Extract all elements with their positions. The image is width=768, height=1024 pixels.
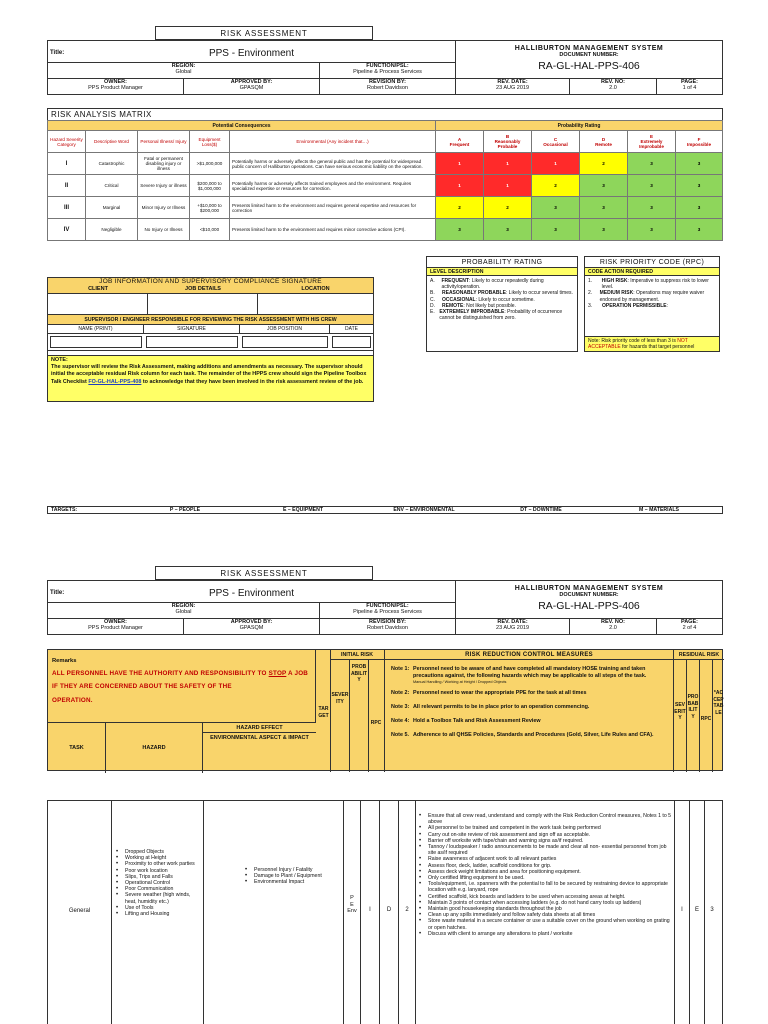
prob-c-word: Occasional	[543, 141, 568, 147]
residual-risk-header: RESIDUAL RISK	[674, 650, 724, 660]
pr-bold: FREQUENT	[441, 278, 469, 284]
task-name: General	[48, 801, 112, 1024]
col-date: DATE	[345, 326, 358, 332]
risk-cell: 3	[532, 219, 580, 241]
row-equip: <$10,000	[190, 219, 230, 241]
rpc-title: RISK PRIORITY CODE (RPC)	[585, 257, 719, 268]
row-personal: Fatal or permanent disabling injury or illness	[138, 153, 190, 175]
task-header: TASK	[48, 723, 106, 773]
effect-item: • Personnel Injury / Fatality	[244, 867, 343, 873]
hazard-item: • Severe weather (high winds, heat, humidity etc.)	[115, 892, 203, 904]
pr-letter: D.	[430, 302, 435, 309]
hazard-item: • Operational Control	[115, 880, 203, 886]
measure-item: • Maintain 3 points of contact when accessing ladders (e.g. do not hand carry tools up ladders)	[418, 900, 674, 906]
function-label: FUNCTION/PSL:	[366, 63, 409, 69]
rpc-num: 1.	[588, 278, 593, 284]
pr-letter: C.	[430, 296, 435, 303]
targets-bar	[47, 506, 723, 514]
company: HALLIBURTON MANAGEMENT SYSTEM	[514, 45, 664, 52]
prob-e-word: Extremely Improbable	[639, 139, 664, 149]
pr-letter: E.	[430, 309, 435, 316]
prob-b: B	[505, 134, 510, 139]
prob-e: E	[649, 134, 654, 139]
col-name: NAME (PRINT)	[48, 325, 144, 333]
col-position: JOB POSITION	[240, 325, 330, 333]
potential-header: Potential Consequences	[48, 121, 436, 131]
function: Pipeline & Process Services	[353, 69, 422, 75]
measure-item: • All personnel to be trained and competent in the work task being performed	[418, 825, 674, 831]
job-details: JOB DETAILS	[185, 286, 221, 292]
res-rpc: 3	[710, 907, 714, 913]
risk-cell: 3	[676, 219, 723, 241]
env-aspect-header: ENVIRONMENTAL ASPECT & IMPACT	[210, 735, 309, 741]
page1-header	[47, 26, 723, 95]
hazard-item: • Dropped Objects	[115, 849, 203, 855]
row-equip: $200,000 to $1,000,000	[190, 175, 230, 197]
heading: RISK ASSESSMENT	[220, 29, 308, 38]
note-body: Personnel need to wear the appropriate PPE for the task at all times	[413, 690, 587, 696]
effect-item: • Damage to Plant / Equipment	[244, 873, 343, 879]
heading-box	[155, 566, 373, 580]
risk-cell: 3	[628, 219, 676, 241]
risk-cell: 1	[436, 175, 484, 197]
owner: PPS Product Manager	[88, 625, 143, 631]
revision: Robert Davidson	[367, 625, 408, 631]
row-cat: IV	[48, 219, 86, 241]
approved: GPASQM	[239, 85, 264, 91]
risk-cell: 3	[580, 197, 628, 219]
col-equip: Equipment Loss($)	[190, 131, 230, 153]
revdate: 23 AUG 2019	[496, 85, 530, 91]
risk-cell: 2	[484, 197, 532, 219]
matrix-title: RISK ANALYSIS MATRIX	[47, 108, 723, 120]
note-sub: Manual Handling / Working at Height / Dropped Objects	[413, 680, 507, 684]
row-env: Potentially harms or adversely affects the general public and has the potential for widespread public concern of Halliburton operations. Can have serious economic liability on the operation.	[230, 153, 436, 175]
row-env: Presents limited harm to the environment and requires minor corrective actions (CPI).	[230, 219, 436, 241]
risk-cell: 3	[628, 153, 676, 175]
risk-cell: 3	[628, 175, 676, 197]
heading: RISK ASSESSMENT	[220, 569, 308, 578]
matrix-row	[48, 219, 723, 241]
approved-label: APPROVED BY:	[230, 619, 273, 625]
matrix-col-headers	[48, 131, 723, 153]
measure-item: • Ensure that all crew read, understand and comply with the Risk Reduction Control measures, Notes 1 to 5 above	[418, 813, 674, 825]
target-materials: M – MATERIALS	[639, 507, 679, 513]
stop-text: ALL PERSONNEL HAVE THE AUTHORITY AND RESPONSIBILITY TO	[52, 670, 269, 677]
supervisor-label: SUPERVISOR / ENGINEER RESPONSIBLE FOR REVIEWING THE RISK ASSESSMENT WITH HIS CREW	[48, 315, 373, 325]
hazard-effect-header: HAZARD EFFECT	[203, 723, 316, 733]
docnum-label: DOCUMENT NUMBER:	[559, 592, 619, 598]
docnum-label: DOCUMENT NUMBER:	[559, 52, 619, 58]
revision: Robert Davidson	[367, 85, 408, 91]
measures-list	[418, 813, 674, 937]
note-body: All relevant permits to be in place prior to an operation commencing.	[413, 704, 590, 710]
pr-text: : Likely to occur repeatedly during activity/operation.	[441, 278, 544, 291]
risk-cell: 3	[676, 197, 723, 219]
targets-label: TARGETS:	[51, 507, 78, 513]
row-cat: III	[48, 197, 86, 219]
matrix-row	[48, 197, 723, 219]
region-label: REGION:	[171, 603, 196, 609]
pr-letter: B.	[430, 290, 435, 297]
pr-bold: OCCASIONAL	[442, 296, 476, 303]
row-target: P E Env	[347, 895, 357, 914]
risk-cell: 2	[532, 175, 580, 197]
col-personal: Personal Illness/ Injury	[138, 131, 190, 153]
effect-item: • Environmental Impact	[244, 879, 343, 885]
pr-text: : Likely to occur several times.	[505, 290, 573, 297]
rpc-sub: CODE ACTION REQUIRED	[585, 268, 719, 276]
measure-item: • Tannoy / loudspeaker / radio announcements to be made and clear all non- essential personnel from job site as/if required	[418, 844, 674, 856]
stop-text-end: A JOB IF THEY ARE CONCERNED ABOUT THE SAFETY OF THE	[52, 670, 309, 690]
pr-text: : Probability of occurrence cannot be distinguished from zero.	[439, 309, 563, 322]
col-signature: SIGNATURE	[144, 325, 240, 333]
matrix-row	[48, 153, 723, 175]
measure-item: • Tools/equipment, i.e. spanners with the potential to fall to be secured by restraining device to appropriate location with e.g. lanyard, rope	[418, 881, 674, 893]
docnum: RA-GL-HAL-PPS-406	[538, 60, 640, 72]
prob-b-word: Reasonably Probable	[494, 139, 521, 149]
note-num: Note 3:	[391, 704, 410, 710]
probability-header: Probability Rating	[436, 121, 723, 131]
risk-cell: 1	[436, 153, 484, 175]
target-downtime: DT – DOWNTIME	[520, 507, 562, 513]
docnum: RA-GL-HAL-PPS-406	[538, 600, 640, 612]
row-cat: I	[48, 153, 86, 175]
row-env: Presents limited harm to the environment and requires general expertise and resources for correction	[230, 197, 436, 219]
note-num: Note 1:	[391, 666, 410, 672]
col-env: Environmental (Any incident that…)	[230, 131, 436, 153]
rpc-num: 3.	[588, 302, 593, 309]
measure-item: • Certified scaffold, kick boards and ladders to be used when accessing areas at height.	[418, 894, 674, 900]
job-title: JOB INFORMATION AND SUPERVISORY COMPLIANCE SIGNATURE	[99, 278, 322, 285]
hazard-item: • Poor work location	[115, 868, 203, 874]
page-label: PAGE:	[680, 79, 698, 85]
revdate-label: REV. DATE:	[497, 619, 528, 625]
risk-cell: 3	[580, 175, 628, 197]
hazard-item: • Lifting and Housing	[115, 911, 203, 917]
hazard-item: • Use of Tools	[115, 905, 203, 911]
region-label: REGION:	[171, 63, 196, 69]
measure-item: • Clean up any spills immediately and follow safety data sheets at all times	[418, 912, 674, 918]
rpc-text: : Operations may require waiver endorsed by management.	[599, 290, 705, 303]
title-label: Title:	[50, 590, 65, 596]
row-personal: No Injury or Illness	[138, 219, 190, 241]
risk-cell: 3	[676, 175, 723, 197]
target-environmental: ENV – ENVIRONMENTAL	[393, 507, 455, 513]
function-label: FUNCTION/PSL:	[366, 603, 409, 609]
operation-text: OPERATION.	[52, 697, 93, 704]
hazard-item: • Slips, Trips and Falls	[115, 874, 203, 880]
note-num: Note 4:	[391, 718, 410, 724]
row-probability: D	[386, 907, 392, 913]
prob-d-word: Remote	[595, 141, 612, 147]
rpc-text: : Imperative to suppress risk to lower level.	[601, 278, 709, 291]
title-value: PPS - Environment	[208, 588, 295, 599]
prob-a-word: Frequent	[449, 141, 470, 147]
page-label: PAGE:	[680, 619, 698, 625]
pr-letter: A.	[430, 278, 435, 284]
risk-cell: 1	[484, 175, 532, 197]
remarks-section	[47, 649, 723, 771]
rpc-bold: MEDIUM RISK	[599, 290, 634, 297]
task-row-general	[47, 800, 723, 1024]
approved-label: APPROVED BY:	[230, 79, 273, 85]
owner-label: OWNER:	[104, 79, 127, 85]
hazard-item: • Proximity to other work parties	[115, 861, 203, 867]
risk-cell: 2	[436, 197, 484, 219]
initial-risk-header: INITIAL RISK	[330, 650, 384, 660]
measure-item: • Discuss with client to arrange any alterations to plant / worksite	[418, 931, 674, 937]
job-location: LOCATION	[301, 286, 330, 292]
res-severity: I	[681, 907, 683, 913]
header-table	[47, 580, 723, 635]
function: Pipeline & Process Services	[353, 609, 422, 615]
rpc-text: :	[666, 302, 669, 309]
row-word: Negligible	[86, 219, 138, 241]
note-title: NOTE:	[51, 357, 68, 363]
res-probability-header: PROBABILITY	[687, 694, 699, 720]
owner-label: OWNER:	[104, 619, 127, 625]
header-table	[47, 40, 723, 95]
risk-cell: 3	[532, 197, 580, 219]
risk-cell: 1	[532, 153, 580, 175]
measure-item: • Carry out on-site review of risk assessment and sign off as acceptable.	[418, 832, 674, 838]
row-personal: Minor Injury or Illness	[138, 197, 190, 219]
region: Global	[175, 609, 192, 615]
row-cat: II	[48, 175, 86, 197]
rpc-bold: HIGH RISK	[601, 278, 628, 284]
rpc-note-red: NOT ACCEPTABLE	[588, 338, 688, 350]
severity-header: SEVERITY	[331, 692, 349, 705]
measure-item: • Barrier off worksite with tape/chain and warning signs as/if required.	[418, 838, 674, 844]
revno-label: REV. NO:	[601, 619, 625, 625]
prob-a: A	[457, 136, 462, 142]
res-rpc-header: RPC	[700, 716, 712, 722]
measure-item: • Maintain good housekeeping standards throughout the job	[418, 906, 674, 912]
prob-rating-sub: LEVEL DESCRIPTION	[427, 268, 577, 276]
risk-cell: 3	[484, 219, 532, 241]
job-info	[47, 277, 374, 402]
pr-bold: REASONABLY PROBABLE	[442, 290, 506, 297]
res-severity-header: SEVERITY	[674, 702, 686, 722]
note-body: Hold a Toolbox Talk and Risk Assessment Review	[413, 718, 541, 724]
hazard-item: • Working at Height	[115, 855, 203, 861]
hazard-list	[115, 849, 203, 917]
remarks-label: Remarks	[52, 658, 77, 664]
note-num: Note 5.	[391, 732, 409, 738]
rpc-note	[585, 336, 719, 351]
rpc-box	[584, 256, 720, 352]
note-body: Personnel need to be aware of and have completed all mandatory HOSE training and taken precautions against, the following hazards which may be applicable to all steps of the task.	[413, 666, 647, 679]
row-word: Critical	[86, 175, 138, 197]
prob-rating-title: PROBABILITY RATING	[427, 257, 577, 268]
target-people: P – PEOPLE	[169, 507, 201, 513]
revision-label: REVISION BY:	[369, 79, 406, 85]
prob-d: D	[601, 136, 606, 142]
risk-cell: 3	[436, 219, 484, 241]
row-equip: +$10,000 to $200,000	[190, 197, 230, 219]
revdate-label: REV. DATE:	[497, 79, 528, 85]
rpc-bold: OPERATION PERMISSIBLE	[602, 302, 667, 309]
res-probability: E	[694, 907, 699, 913]
owner: PPS Product Manager	[88, 85, 143, 91]
title-value: PPS - Environment	[208, 48, 295, 59]
row-word: Marginal	[86, 197, 138, 219]
row-env: Potentially harms or adversely affects trained employees and the environment. Requires specialized expertise or resources for correction.	[230, 175, 436, 197]
row-severity: I	[369, 907, 371, 913]
measure-item: • Only certified lifting equipment to be used.	[418, 875, 674, 881]
page2-header	[47, 566, 723, 635]
title-label: Title:	[50, 50, 65, 56]
row-equip: >$1,000,000	[190, 153, 230, 175]
pr-bold: REMOTE	[442, 302, 464, 309]
revdate: 23 AUG 2019	[496, 625, 530, 631]
revno: 2.0	[609, 625, 617, 631]
matrix-row	[48, 175, 723, 197]
risk-cell: 3	[628, 197, 676, 219]
note-link[interactable]: FO-GL-HAL-PPS-408	[88, 378, 142, 385]
rpc-num: 2.	[588, 290, 593, 297]
signature-row[interactable]	[48, 334, 373, 351]
risk-cell: 3	[580, 219, 628, 241]
job-client: CLIENT	[88, 286, 108, 292]
hazard-item: • Poor Communication	[115, 886, 203, 892]
page-number: 1 of 4	[682, 85, 697, 91]
hazard-header: HAZARD	[106, 723, 203, 773]
probability-rating-box	[426, 256, 578, 352]
approved: GPASQM	[239, 625, 264, 631]
rpc-note-end: for hazards that target personnel	[620, 344, 695, 350]
note-text-end: to acknowledge that they have been involved in the risk assessment review of the job.	[141, 378, 364, 385]
rpc-note-text: Note: Risk priority code of less than 3 is	[588, 338, 678, 344]
company: HALLIBURTON MANAGEMENT SYSTEM	[514, 585, 664, 592]
row-word: Catastrophic	[86, 153, 138, 175]
risk-cell: 1	[484, 153, 532, 175]
risk-cell: 3	[676, 153, 723, 175]
acceptable-header: *ACCEPTABLE	[713, 690, 724, 716]
region: Global	[175, 69, 192, 75]
revision-label: REVISION BY:	[369, 619, 406, 625]
rrcm-header: RISK REDUCTION CONTROL MEASURES	[385, 650, 673, 660]
revno-label: REV. NO:	[601, 79, 625, 85]
measure-item: • Assess floor, deck, ladder, scaffold conditions for grip.	[418, 863, 674, 869]
prob-c: C	[553, 136, 558, 142]
note-num: Note 2:	[391, 690, 410, 696]
revno: 2.0	[609, 85, 617, 91]
job-fields[interactable]	[48, 294, 373, 315]
target-header: TARGET	[318, 706, 329, 719]
pr-text: : Not likely but possible.	[463, 302, 516, 309]
page-number: 2 of 4	[682, 625, 697, 631]
measure-item: • Assess deck weight limitations and area for positioning equipment.	[418, 869, 674, 875]
row-personal: Severe Injury or illness	[138, 175, 190, 197]
prob-f: F	[697, 136, 701, 142]
job-note	[48, 356, 373, 401]
effect-list	[244, 867, 343, 886]
prob-f-word: Impossible	[687, 141, 711, 147]
row-rpc: 2	[405, 907, 409, 913]
pr-bold: EXTREMELY IMPROBABLE	[439, 309, 505, 316]
note-body: Adherence to all QHSE Policies, Standards and Procedures (Gold, Silver, Life Rules and CFA).	[413, 732, 654, 738]
col-hazard: Hazard Severity Category	[48, 131, 86, 153]
measure-item: • Store waste material in a secure container or use a suitable cover on the ground when working on grating or open hatches.	[418, 918, 674, 930]
measure-item: • Raise awareness of adjacent work to all relevant parties	[418, 856, 674, 862]
pr-text: : Likely to occur sometime.	[475, 296, 535, 303]
risk-cell: 2	[580, 153, 628, 175]
note-text: The supervisor will review the Risk Assessment, making additions and amendments as necessary. The supervisor should initial the acceptable residual Risk column for each task. The remainder of the HPPS crew should sign the Pipeline Toolbox Talk Checklist	[51, 364, 367, 385]
risk-matrix	[47, 108, 723, 241]
rpc-header: RPC	[370, 720, 382, 726]
target-equipment: E – EQUIPMENT	[282, 507, 324, 513]
col-desc: Descriptive Word	[86, 131, 138, 153]
heading-box	[155, 26, 373, 40]
probability-header: PROBABILITY	[350, 664, 368, 684]
stop-word: STOP	[268, 670, 287, 677]
